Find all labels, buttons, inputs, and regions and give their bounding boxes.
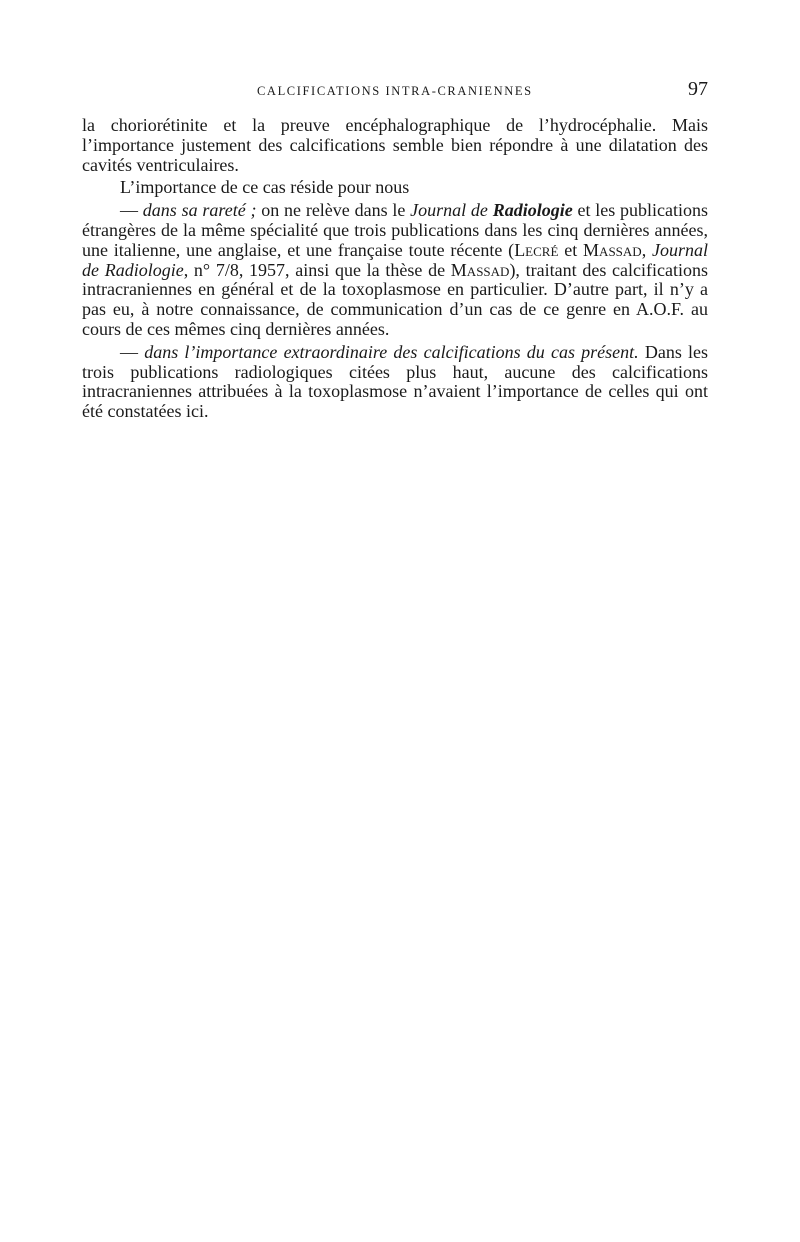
paragraph-1: la choriorétinite et la preuve encéphalographique de l’hydrocéphalie. Mais l’importance justement des calcifications semble bien répondre à une dilatation des cavités ventriculaires. bbox=[82, 115, 708, 175]
journal-title: Journal de Radiologie bbox=[82, 239, 709, 280]
text-run: , n° 7/8, 1957, ainsi que la thèse de bbox=[183, 259, 451, 280]
text-run: , bbox=[641, 239, 653, 260]
body-text bbox=[82, 116, 708, 422]
em-dash: — bbox=[120, 341, 145, 362]
paragraph-4 bbox=[82, 343, 708, 422]
text-run: ), traitant des calcifications intracraniennes en général et de la toxoplasmose en particulier. D’autre part, il n’y a pas eu, à notre connaissance, de communication d’un cas de ce genre en A.O.F. au cours de ces mêmes cinq dernières années. bbox=[82, 259, 708, 339]
author-name: Massad bbox=[450, 259, 510, 280]
text-run: Dans les trois publications radiologiques citées plus haut, aucune des calcifications intracraniennes attribuées à la toxoplasmose n’avaient l’importance de celles qui ont été constatées ici. bbox=[82, 341, 709, 422]
paragraph-2: L’importance de ce cas réside pour nous bbox=[120, 177, 410, 198]
running-header bbox=[82, 78, 708, 102]
running-title: CALCIFICATIONS INTRA-CRANIENNES bbox=[257, 84, 533, 98]
text-run: on ne relève dans le bbox=[256, 200, 411, 221]
italic-lead: dans sa rareté ; bbox=[142, 200, 257, 221]
journal-title: Journal de bbox=[410, 200, 493, 221]
italic-lead: dans l’importance extraordinaire des calcifications du cas présent. bbox=[144, 341, 639, 362]
text-run: et bbox=[558, 239, 584, 260]
page-number: 97 bbox=[688, 78, 708, 100]
text-run: et les publications étrangères de la même spécialité que trois publications dans les cinq dernières années, une italienne, une anglaise, et une française toute récente ( bbox=[82, 200, 709, 260]
author-name: Massad bbox=[583, 239, 642, 260]
journal-title-bold: Radiologie bbox=[492, 200, 573, 221]
em-dash: — bbox=[120, 200, 143, 221]
author-name: Lecré bbox=[514, 239, 559, 260]
paragraph-3 bbox=[82, 201, 708, 340]
